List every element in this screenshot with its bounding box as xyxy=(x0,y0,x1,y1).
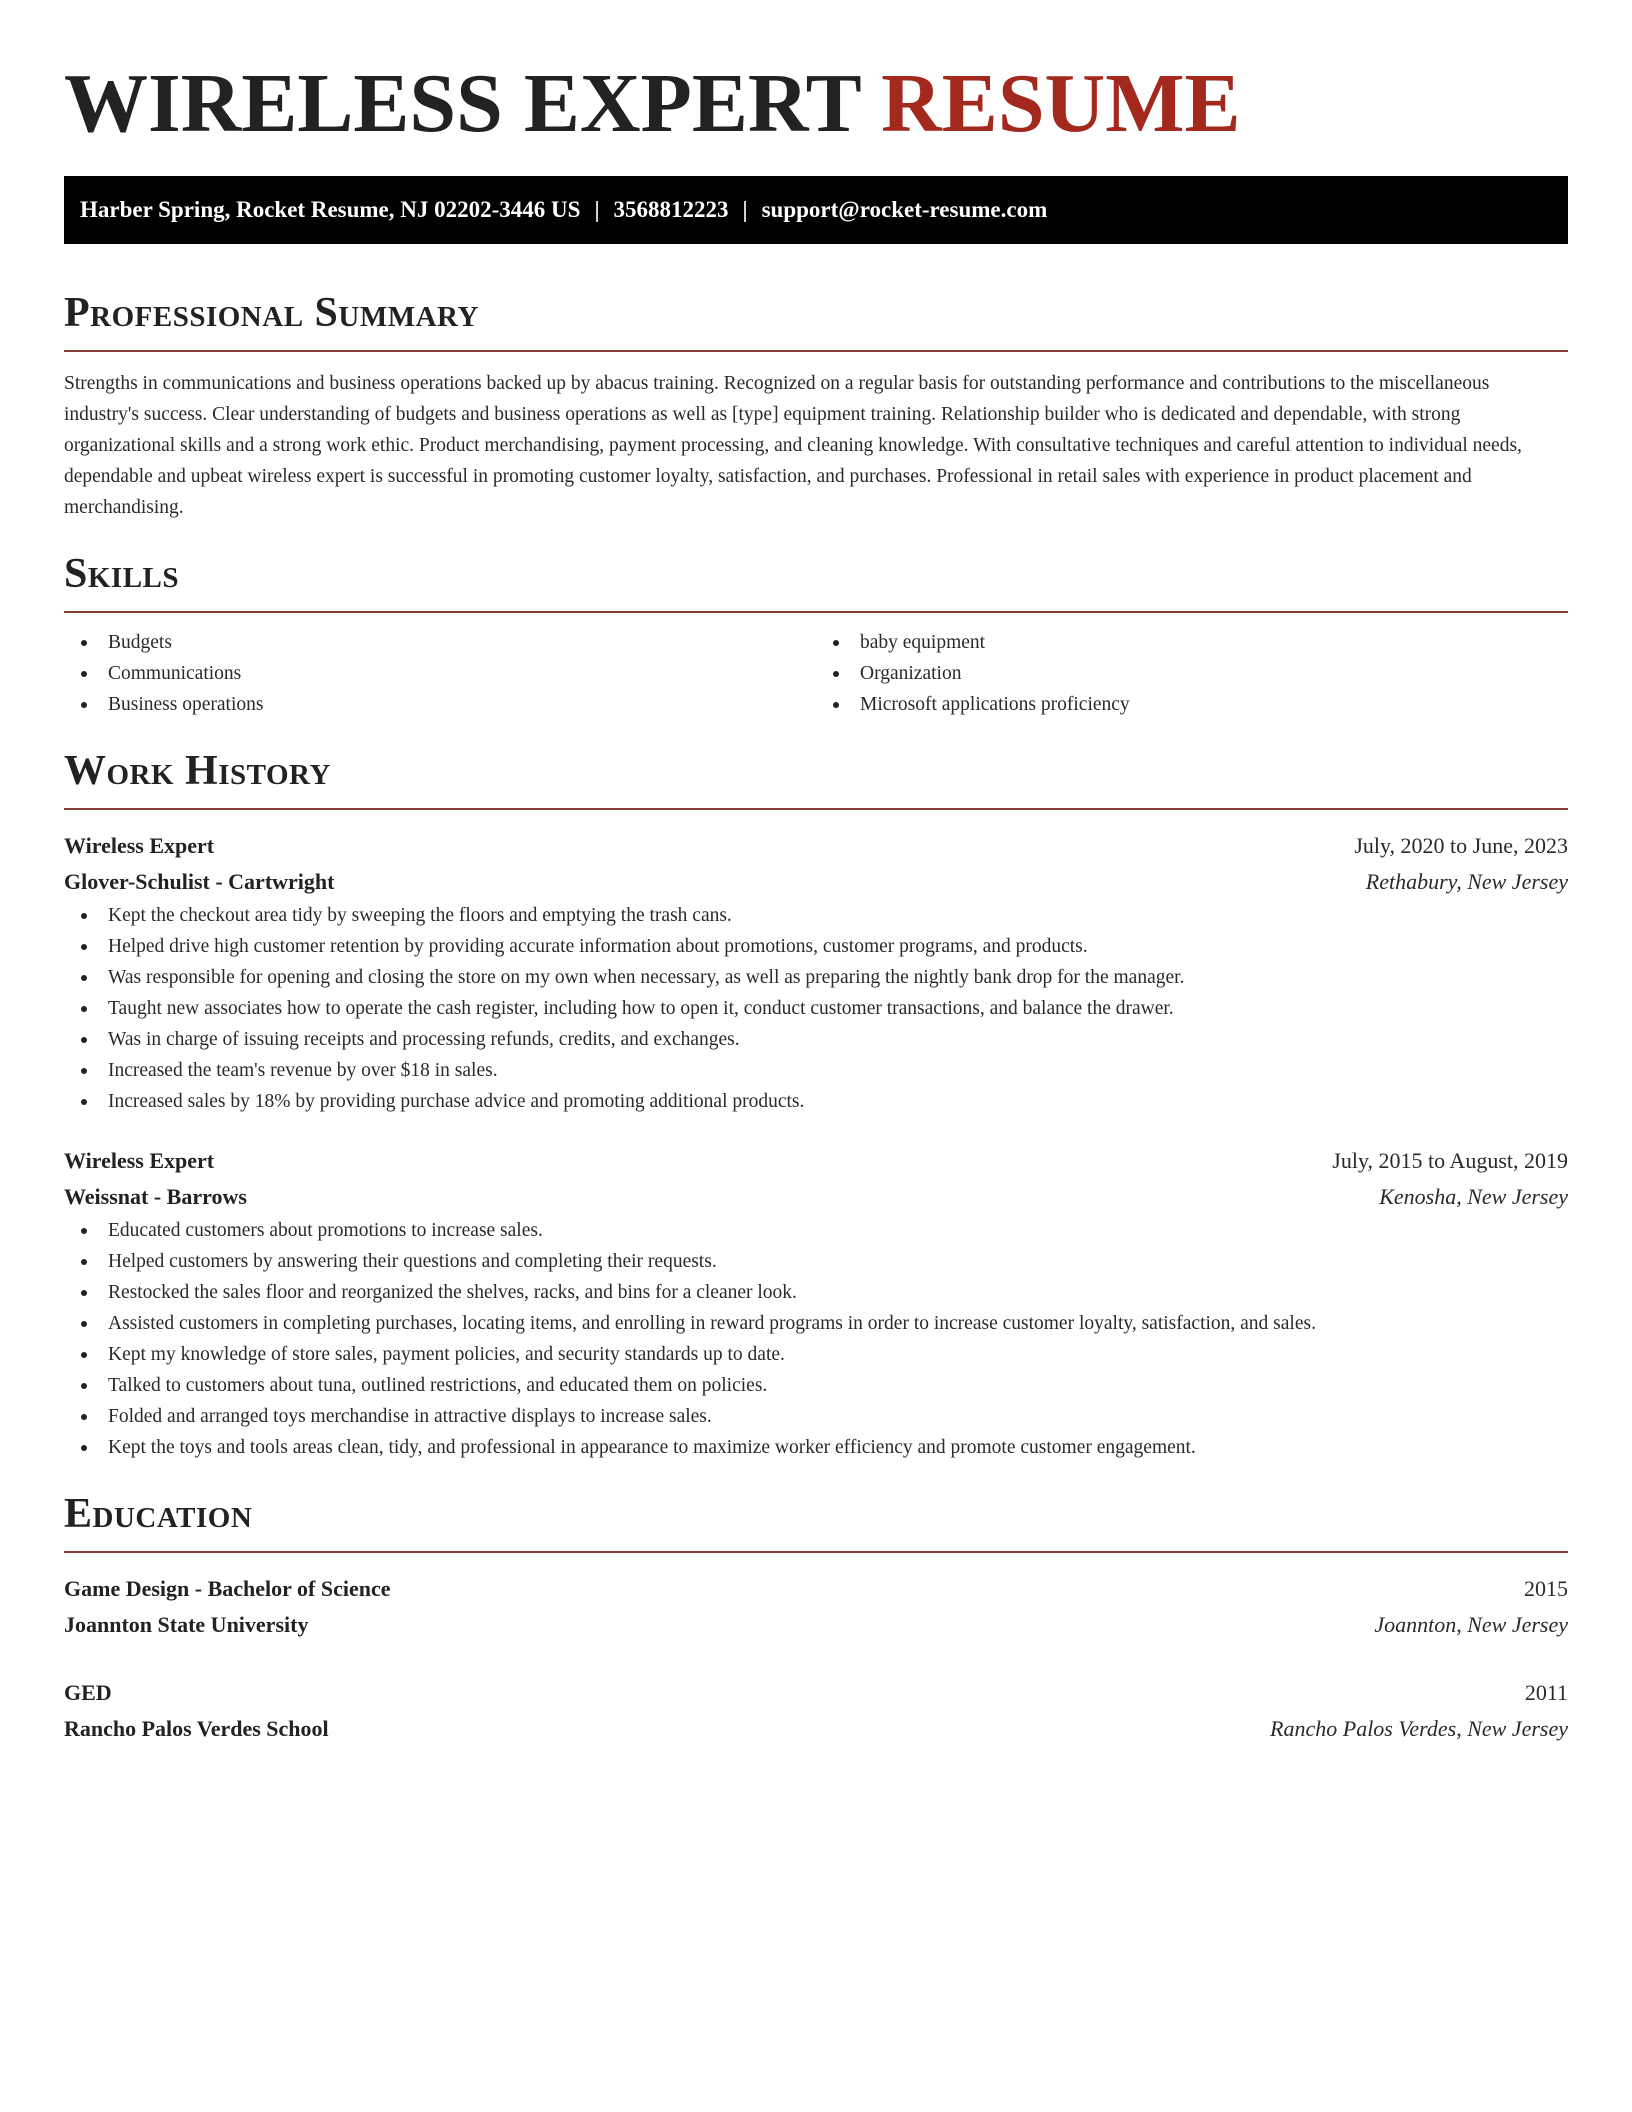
education-entry xyxy=(64,1675,1568,1747)
skill-item: Business operations xyxy=(64,689,816,720)
title-role: WIRELESS EXPERT xyxy=(64,57,861,150)
work-section xyxy=(64,746,1568,1463)
job-bullet: Increased sales by 18% by providing purchase advice and promoting additional products. xyxy=(64,1086,1568,1117)
skills-section xyxy=(64,549,1568,720)
education-entry xyxy=(64,1571,1568,1643)
skill-item: Microsoft applications proficiency xyxy=(816,689,1568,720)
job-bullet: Was responsible for opening and closing the store on my own when necessary, as well as preparing the nightly bank drop for the manager. xyxy=(64,962,1568,993)
job-entry xyxy=(64,1143,1568,1463)
education-degree: GED xyxy=(64,1680,112,1705)
job-header-row xyxy=(64,828,1568,864)
job-location: Rethabury, New Jersey xyxy=(1365,869,1568,894)
contact-email[interactable]: support@rocket-resume.com xyxy=(761,197,1048,222)
job-bullet: Increased the team's revenue by over $18 in sales. xyxy=(64,1055,1568,1086)
contact-address: Harber Spring, Rocket Resume, NJ 02202-3446 US xyxy=(80,197,581,222)
work-heading: Work History xyxy=(64,748,331,794)
job-bullet: Educated customers about promotions to increase sales. xyxy=(64,1215,1568,1246)
job-dates: July, 2020 to June, 2023 xyxy=(1354,833,1568,858)
job-company-row xyxy=(64,1179,1568,1215)
section-divider xyxy=(64,350,1568,352)
education-location: Joannton, New Jersey xyxy=(1374,1612,1568,1637)
education-school: Rancho Palos Verdes School xyxy=(64,1716,329,1741)
job-bullet: Restocked the sales floor and reorganized the shelves, racks, and bins for a cleaner look. xyxy=(64,1277,1568,1308)
contact-separator: | xyxy=(594,197,600,222)
summary-heading: Professional Summary xyxy=(64,290,479,336)
skill-item: baby equipment xyxy=(816,627,1568,658)
education-school: Joannton State University xyxy=(64,1612,309,1637)
skill-item: Budgets xyxy=(64,627,816,658)
job-title: Wireless Expert xyxy=(64,1148,215,1173)
education-school-row xyxy=(64,1607,1568,1643)
section-divider xyxy=(64,1551,1568,1553)
job-bullet: Helped drive high customer retention by providing accurate information about promotions, customer programs, and products. xyxy=(64,931,1568,962)
education-degree-row xyxy=(64,1571,1568,1607)
job-bullet: Talked to customers about tuna, outlined restrictions, and educated them on policies. xyxy=(64,1370,1568,1401)
education-year: 2015 xyxy=(1524,1576,1568,1601)
job-bullet: Taught new associates how to operate the cash register, including how to open it, conduct customer transactions, and balance the drawer. xyxy=(64,993,1568,1024)
section-divider xyxy=(64,611,1568,613)
job-dates: July, 2015 to August, 2019 xyxy=(1332,1148,1568,1173)
section-divider xyxy=(64,808,1568,810)
job-title: Wireless Expert xyxy=(64,833,215,858)
education-degree-row xyxy=(64,1675,1568,1711)
job-entry xyxy=(64,828,1568,1117)
contact-bar xyxy=(64,176,1568,244)
education-year: 2011 xyxy=(1524,1680,1568,1705)
title-accent: RESUME xyxy=(881,57,1241,150)
skills-heading: Skills xyxy=(64,551,180,597)
education-section xyxy=(64,1489,1568,1747)
job-bullet: Helped customers by answering their questions and completing their requests. xyxy=(64,1246,1568,1277)
summary-section xyxy=(64,288,1568,523)
education-heading: Education xyxy=(64,1491,253,1537)
skill-item: Communications xyxy=(64,658,816,689)
job-location: Kenosha, New Jersey xyxy=(1379,1184,1568,1209)
job-bullet: Kept the toys and tools areas clean, tidy, and professional in appearance to maximize worker efficiency and promote customer engagement. xyxy=(64,1432,1568,1463)
resume-title xyxy=(64,0,1568,150)
job-bullet: Folded and arranged toys merchandise in attractive displays to increase sales. xyxy=(64,1401,1568,1432)
contact-phone: 3568812223 xyxy=(613,197,729,222)
education-school-row xyxy=(64,1711,1568,1747)
job-bullet: Kept my knowledge of store sales, payment policies, and security standards up to date. xyxy=(64,1339,1568,1370)
job-bullets xyxy=(64,1215,1568,1463)
contact-separator: | xyxy=(742,197,748,222)
job-company-row xyxy=(64,864,1568,900)
job-company: Weissnat - Barrows xyxy=(64,1184,247,1209)
education-degree: Game Design - Bachelor of Science xyxy=(64,1576,391,1601)
job-bullet: Was in charge of issuing receipts and processing refunds, credits, and exchanges. xyxy=(64,1024,1568,1055)
job-bullet: Assisted customers in completing purchases, locating items, and enrolling in reward programs in order to increase customer loyalty, satisfaction, and sales. xyxy=(64,1308,1568,1339)
job-bullet: Kept the checkout area tidy by sweeping the floors and emptying the trash cans. xyxy=(64,900,1568,931)
skills-grid xyxy=(64,627,1568,720)
job-company: Glover-Schulist - Cartwright xyxy=(64,869,335,894)
skills-list-right xyxy=(816,627,1568,720)
job-bullets xyxy=(64,900,1568,1117)
education-location: Rancho Palos Verdes, New Jersey xyxy=(1270,1716,1568,1741)
skills-list-left xyxy=(64,627,816,720)
summary-text: Strengths in communications and business operations backed up by abacus training. Recognized on a regular basis for outstanding performance and contributions to the miscellaneous industry's success. Clear understanding of budgets and business operations as well as [type] equipment training. Relationship builder who is dedicated and dependable, with strong organizational skills and a strong work ethic. Product merchandising, payment processing, and cleaning knowledge. With consultative techniques and careful attention to individual needs, dependable and upbeat wireless expert is successful in promoting customer loyalty, satisfaction, and purchases. Professional in retail sales with experience in product placement and merchandising. xyxy=(64,373,1522,518)
job-header-row xyxy=(64,1143,1568,1179)
skill-item: Organization xyxy=(816,658,1568,689)
